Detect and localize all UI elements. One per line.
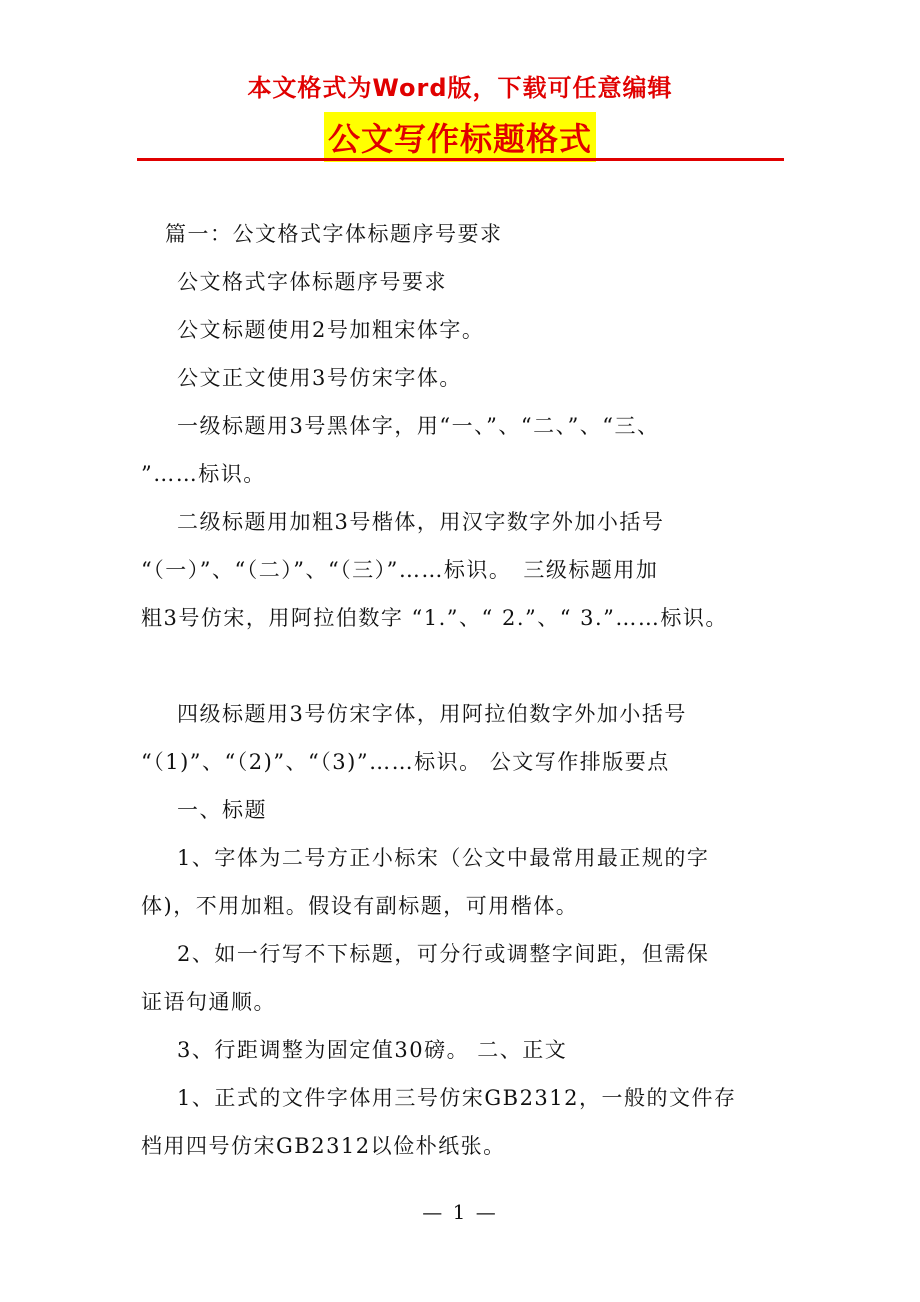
paragraph: 3、行距调整为固定值30磅。 二、正文	[177, 1038, 568, 1062]
paragraph-continuation: 档用四号仿宋GB2312以俭朴纸张。	[141, 1134, 506, 1158]
title-container	[0, 112, 920, 162]
paragraph: 二级标题用加粗3号楷体，用汉字数字外加小括号	[177, 510, 665, 534]
paragraph: 公文正文使用3号仿宋字体。	[177, 366, 462, 390]
paragraph: 公文格式字体标题序号要求	[177, 270, 447, 294]
paragraph-continuation: “（一）”、“（二）”、“（三）”……标识。 三级标题用加	[141, 558, 659, 582]
document-body	[141, 210, 786, 1170]
paragraph: 一级标题用3号黑体字，用“一、”、“二、”、“三、	[177, 414, 660, 438]
spacer	[141, 642, 786, 690]
section-heading: 篇一：公文格式字体标题序号要求	[165, 222, 503, 246]
download-banner: 本文格式为Word版，下载可任意编辑	[247, 74, 673, 102]
paragraph-continuation: 证语句通顺。	[141, 990, 276, 1014]
paragraph-continuation: 粗3号仿宋，用阿拉伯数字 “1.”、“ 2.”、“ 3.”……标识。	[141, 606, 728, 630]
paragraph-continuation: “（1)”、“（2)”、“（3)”……标识。 公文写作排版要点	[141, 750, 670, 774]
paragraph: 2、如一行写不下标题，可分行或调整字间距，但需保	[177, 942, 710, 966]
paragraph: 公文标题使用2号加粗宋体字。	[177, 318, 485, 342]
paragraph-continuation: ”……标识。	[141, 462, 266, 486]
document-title: 公文写作标题格式	[324, 112, 596, 162]
paragraph: 1、字体为二号方正小标宋（公文中最常用最正规的字	[177, 846, 710, 870]
paragraph: 1、正式的文件字体用三号仿宋GB2312，一般的文件存	[177, 1086, 737, 1110]
subheading: 一、标题	[177, 798, 267, 822]
page-number: — 1 —	[422, 1200, 498, 1224]
paragraph: 四级标题用3号仿宋字体，用阿拉伯数字外加小括号	[177, 702, 687, 726]
title-divider	[137, 158, 784, 161]
paragraph-continuation: 体)，不用加粗。假设有副标题，可用楷体。	[141, 894, 579, 918]
